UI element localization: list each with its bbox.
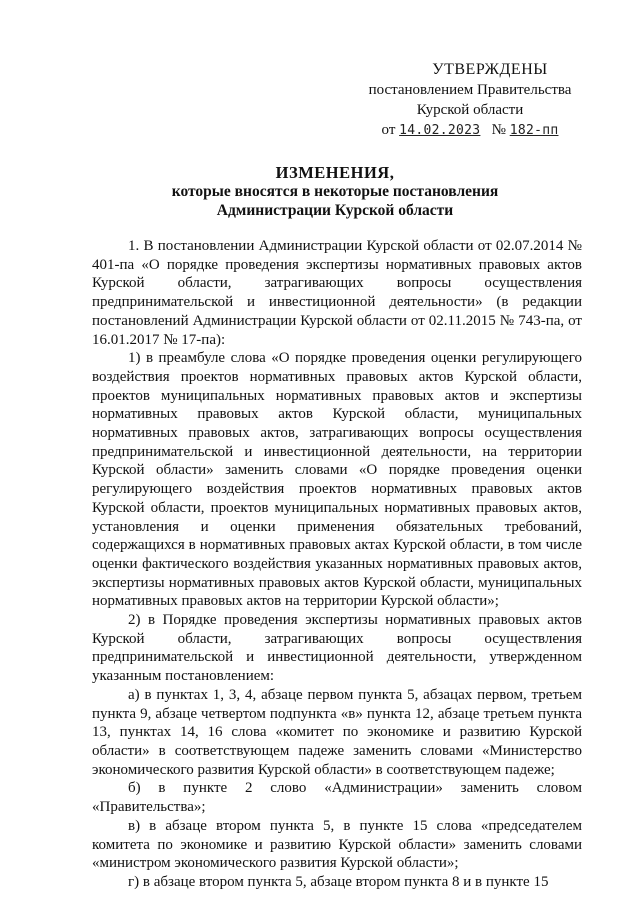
title-line-2: которые вносятся в некоторые постановления xyxy=(171,183,499,200)
paragraph-7: г) в абзаце втором пункта 5, абзаце втором пункта 8 и в пункте 15 xyxy=(128,873,549,890)
title-main: ИЗМЕНЕНИЯ, xyxy=(275,163,395,182)
number-prefix: № xyxy=(491,122,506,138)
paragraph-2: 1) в преамбуле слова «О порядке проведения оценки регулирующего воздействия проектов нормативных правовых актов Курской области, проектов муниципальных нормативных правовых актов и экспертизы нормативных правовых актов Курской области, муниципальных нормативных правовых актов, затрагивающих вопросы осуществления предпринимательской и инвестиционной деятельности, на территории Курской области» заменить словами «О порядке проведения оценки регулирующего воздействия проектов нормативных правовых актов Курской области, проектов муниципальных нормативных правовых актов, установления и оценки применения обязательных требований, содержащихся в нормативных правовых актах Курской области, в том числе оценки фактического воздействия указанных нормативных правовых актов, экспертизы нормативных правовых актов Курской области, муниципальных нормативных правовых актов на территории Курской области»; xyxy=(92,350,582,610)
approval-date-number xyxy=(340,120,600,141)
paragraph-5: б) в пункте 2 слово «Администрации» заменить словом «Правительства»; xyxy=(92,780,582,816)
approval-line-2: Курской области xyxy=(416,102,524,118)
approval-block xyxy=(340,60,600,141)
document-body xyxy=(92,237,582,892)
date-prefix: от xyxy=(381,122,396,138)
paragraph-4: а) в пунктах 1, 3, 4, абзаце первом пункта 5, абзацах первом, третьем пункта 9, абзаце четвертом подпункта «в» пункта 12, абзаце третьем пункта 13, пунктах 14, 16 слова «комитет по экономике и развитию Курской области» в соответствующем падеже заменить словами «Министерство экономического развития Курской области» в соответствующем падеже; xyxy=(92,686,582,778)
document-title xyxy=(90,163,580,220)
paragraph-1: 1. В постановлении Администрации Курской области от 02.07.2014 № 401-па «О порядке проведения экспертизы нормативных правовых актов Курской области, затрагивающих вопросы осуществления предпринимательской и инвестиционной деятельности» (в редакции постановлений Администрации Курской области от 02.11.2015 № 743-па, от 16.01.2017 № 17-па): xyxy=(92,238,582,348)
approval-number: 182-пп xyxy=(509,123,559,138)
paragraph-6: в) в абзаце втором пункта 5, в пункте 15 слова «председателем комитета по экономике и развитию Курской области» заменить словами «министром экономического развития Курской области»; xyxy=(92,817,582,872)
approval-line-1: постановлением Правительства xyxy=(368,82,572,98)
approval-date: 14.02.2023 xyxy=(399,123,481,138)
paragraph-3: 2) в Порядке проведения экспертизы нормативных правовых актов Курской области, затрагивающих вопросы осуществления предпринимательской и инвестиционной деятельности, утвержденном указанным постановлением: xyxy=(92,612,582,685)
title-line-3: Администрации Курской области xyxy=(216,202,454,219)
approval-heading: УТВЕРЖДЕНЫ xyxy=(432,61,548,78)
